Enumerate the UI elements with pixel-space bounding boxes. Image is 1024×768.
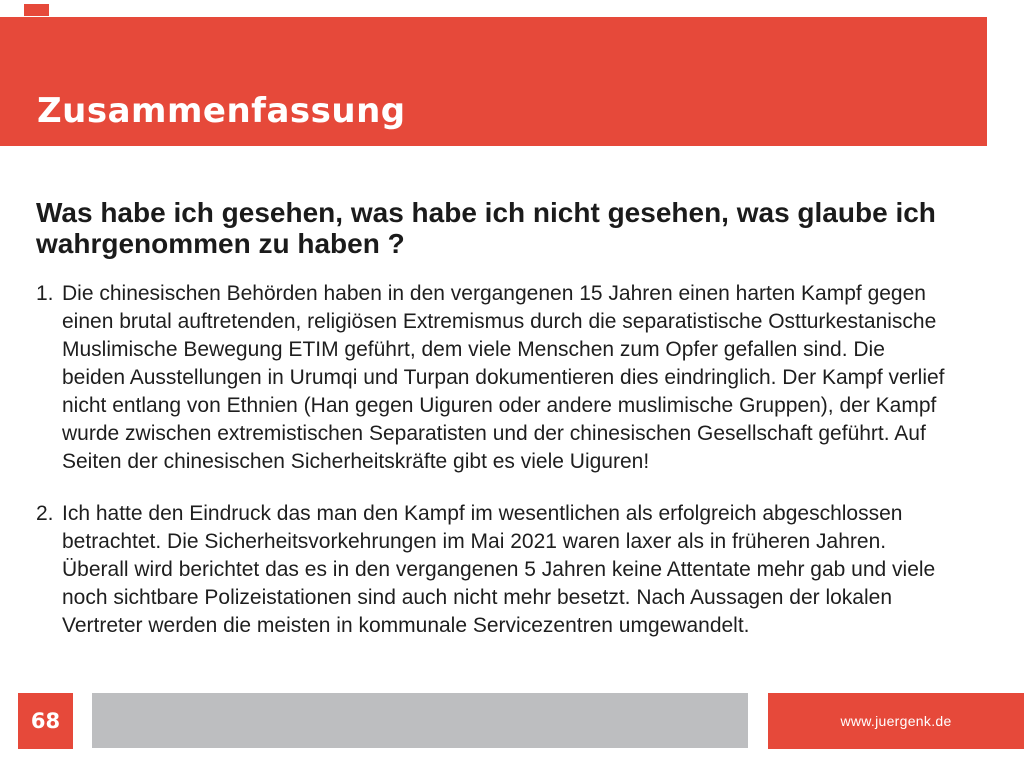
title-bar — [0, 17, 987, 146]
summary-list — [36, 280, 948, 640]
accent-square — [24, 4, 49, 16]
item-text: Die chinesischen Behörden haben in den vergangenen 15 Jahren einen harten Kampf gegen einen brutal auftretenden, religiösen Extremismus durch die separatistische Ostturkestanische Muslimische Bewegung ETIM geführt, dem viele Menschen zum Opfer gefallen sind. Die beiden Ausstellungen in Urumqi und Turpan dokumentieren dies eindringlich. Der Kampf verlief nicht entlang von Ethnien (Han gegen Uiguren oder andere muslimische Gruppen), der Kampf wurde zwischen extremistischen Separatisten und der chinesischen Gesellschaft geführt. Auf Seiten der chinesischen Sicherheitskräfte gibt es viele Uiguren! — [62, 281, 945, 473]
item-number: 1. — [36, 281, 54, 305]
item-number: 2. — [36, 501, 54, 525]
page-number-box — [18, 693, 73, 749]
item-text: Ich hatte den Eindruck das man den Kampf im wesentlichen als erfolgreich abgeschlossen betrachtet. Die Sicherheitsvorkehrungen im Mai 2021 waren laxer als in früheren Jahren. Überall wird berichtet das es in den vergangenen 5 Jahren keine Attentate mehr gab und viele noch sichtbare Polizeistationen sind auch nicht mehr besetzt. Nach Aussagen der lokalen Vertreter werden die meisten in kommunale Servicezentren umgewandelt. — [62, 501, 936, 637]
website-box — [768, 693, 1024, 749]
list-item — [36, 280, 948, 476]
footer-gray-bar — [92, 693, 748, 748]
list-item — [36, 500, 948, 640]
website-url: www.juergenk.de — [840, 713, 952, 729]
question-heading: Was habe ich gesehen, was habe ich nicht gesehen, was glaube ich wahrgenommen zu haben ? — [36, 197, 936, 260]
slide-title: Zusammenfassung — [37, 90, 406, 131]
slide-content — [36, 197, 986, 664]
page-number: 68 — [30, 709, 61, 733]
